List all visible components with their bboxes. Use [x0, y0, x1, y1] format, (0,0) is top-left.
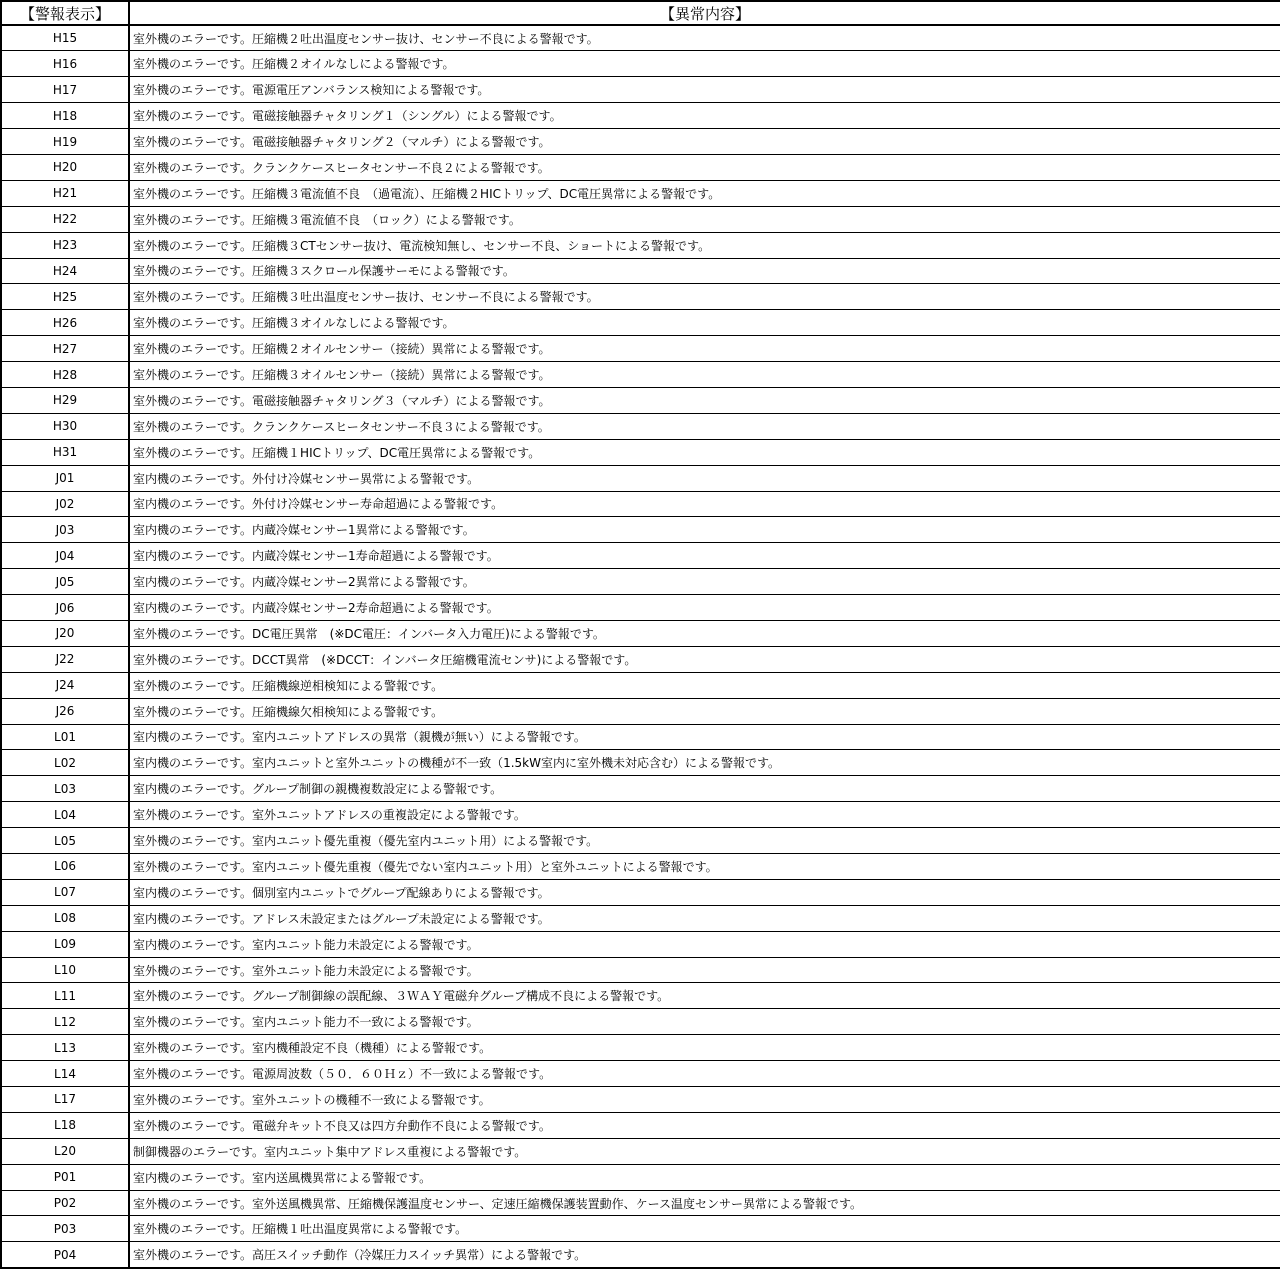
- description-cell: 室内機のエラーです。室内ユニットと室外ユニットの機種が不一致（1.5kW室内に室外機未対応含む）による警報です。: [129, 750, 1280, 776]
- table-row: [1, 1087, 1280, 1113]
- alarm-code-cell: J04: [1, 543, 129, 569]
- table-row: [1, 491, 1280, 517]
- table-row: [1, 77, 1280, 103]
- table-row: [1, 129, 1280, 155]
- table-row: [1, 387, 1280, 413]
- description-cell: 室外機のエラーです。電磁接触器チャタリング２（マルチ）による警報です。: [129, 129, 1280, 155]
- alarm-code-cell: L06: [1, 854, 129, 880]
- table-body: [1, 25, 1280, 1268]
- table-row: [1, 802, 1280, 828]
- description-cell: 室外機のエラーです。圧縮機３スクロール保護サーモによる警報です。: [129, 258, 1280, 284]
- table-row: [1, 232, 1280, 258]
- description-cell: 室外機のエラーです。室内ユニット優先重複（優先でない室内ユニット用）と室外ユニットによる警報です。: [129, 854, 1280, 880]
- table-row: [1, 905, 1280, 931]
- table-row: [1, 646, 1280, 672]
- description-cell: 室内機のエラーです。グループ制御の親機複数設定による警報です。: [129, 776, 1280, 802]
- description-cell: 室外機のエラーです。電磁弁キット不良又は四方弁動作不良による警報です。: [129, 1112, 1280, 1138]
- table-row: [1, 595, 1280, 621]
- description-cell: 室外機のエラーです。室外ユニットアドレスの重複設定による警報です。: [129, 802, 1280, 828]
- alarm-code-cell: J02: [1, 491, 129, 517]
- alarm-code-cell: H31: [1, 439, 129, 465]
- alarm-code-cell: P01: [1, 1164, 129, 1190]
- alarm-code-cell: H30: [1, 413, 129, 439]
- alarm-code-cell: H19: [1, 129, 129, 155]
- alarm-code-cell: H24: [1, 258, 129, 284]
- alarm-code-cell: H15: [1, 25, 129, 51]
- alarm-code-cell: H16: [1, 51, 129, 77]
- description-cell: 室外機のエラーです。圧縮機線欠相検知による警報です。: [129, 698, 1280, 724]
- description-cell: 室外機のエラーです。電磁接触器チャタリング１（シングル）による警報です。: [129, 103, 1280, 129]
- table-row: [1, 1190, 1280, 1216]
- alarm-code-cell: L05: [1, 828, 129, 854]
- description-cell: 室内機のエラーです。内蔵冷媒センサー1異常による警報です。: [129, 517, 1280, 543]
- description-cell: 室外機のエラーです。クランクケースヒータセンサー不良２による警報です。: [129, 154, 1280, 180]
- description-cell: 室内機のエラーです。室内送風機異常による警報です。: [129, 1164, 1280, 1190]
- table-row: [1, 543, 1280, 569]
- table-row: [1, 465, 1280, 491]
- alarm-code-cell: H21: [1, 180, 129, 206]
- alarm-code-cell: L08: [1, 905, 129, 931]
- alarm-code-cell: H17: [1, 77, 129, 103]
- table-row: [1, 1035, 1280, 1061]
- alarm-code-cell: L02: [1, 750, 129, 776]
- description-cell: 室内機のエラーです。個別室内ユニットでグループ配線ありによる警報です。: [129, 879, 1280, 905]
- alarm-code-cell: L09: [1, 931, 129, 957]
- alarm-code-cell: H22: [1, 206, 129, 232]
- table-row: [1, 569, 1280, 595]
- alarm-code-cell: J01: [1, 465, 129, 491]
- description-cell: 室外機のエラーです。室内機種設定不良（機種）による警報です。: [129, 1035, 1280, 1061]
- table-row: [1, 879, 1280, 905]
- table-row: [1, 258, 1280, 284]
- alarm-code-cell: J24: [1, 672, 129, 698]
- alarm-code-cell: H27: [1, 336, 129, 362]
- description-cell: 室外機のエラーです。圧縮機２オイルなしによる警報です。: [129, 51, 1280, 77]
- table-row: [1, 1164, 1280, 1190]
- description-cell: 室内機のエラーです。外付け冷媒センサー異常による警報です。: [129, 465, 1280, 491]
- description-header: 【異常内容】: [129, 1, 1280, 25]
- description-cell: 室外機のエラーです。室外ユニットの機種不一致による警報です。: [129, 1087, 1280, 1113]
- alarm-code-cell: L01: [1, 724, 129, 750]
- table-row: [1, 413, 1280, 439]
- table-row: [1, 1138, 1280, 1164]
- alarm-code-cell: J26: [1, 698, 129, 724]
- table-row: [1, 154, 1280, 180]
- alarm-code-cell: H26: [1, 310, 129, 336]
- description-cell: 室外機のエラーです。室内ユニット優先重複（優先室内ユニット用）による警報です。: [129, 828, 1280, 854]
- alarm-code-cell: L03: [1, 776, 129, 802]
- description-cell: 室外機のエラーです。電源電圧アンバランス検知による警報です。: [129, 77, 1280, 103]
- description-cell: 室外機のエラーです。電源周波数（５０．６０Ｈｚ）不一致による警報です。: [129, 1061, 1280, 1087]
- table-row: [1, 103, 1280, 129]
- table-row: [1, 750, 1280, 776]
- alarm-code-cell: H28: [1, 362, 129, 388]
- description-cell: 室外機のエラーです。高圧スイッチ動作（冷媒圧力スイッチ異常）による警報です。: [129, 1242, 1280, 1268]
- description-cell: 室外機のエラーです。圧縮機線逆相検知による警報です。: [129, 672, 1280, 698]
- header-row: [1, 1, 1280, 25]
- description-cell: 室外機のエラーです。グループ制御線の誤配線、３ＷＡＹ電磁弁グループ構成不良による警報です。: [129, 983, 1280, 1009]
- description-cell: 室外機のエラーです。圧縮機２オイルセンサー（接続）異常による警報です。: [129, 336, 1280, 362]
- table-row: [1, 854, 1280, 880]
- table-row: [1, 362, 1280, 388]
- alarm-code-cell: L17: [1, 1087, 129, 1113]
- description-cell: 室外機のエラーです。室内ユニット能力不一致による警報です。: [129, 1009, 1280, 1035]
- description-cell: 室外機のエラーです。DC電圧異常 (※DC電圧：インバータ入力電圧)による警報です。: [129, 620, 1280, 646]
- description-cell: 室外機のエラーです。室外ユニット能力未設定による警報です。: [129, 957, 1280, 983]
- alarm-code-cell: H18: [1, 103, 129, 129]
- description-cell: 室外機のエラーです。電磁接触器チャタリング３（マルチ）による警報です。: [129, 387, 1280, 413]
- table-row: [1, 310, 1280, 336]
- description-cell: 室内機のエラーです。外付け冷媒センサー寿命超過による警報です。: [129, 491, 1280, 517]
- description-cell: 室外機のエラーです。圧縮機３CTセンサー抜け、電流検知無し、センサー不良、ショートによる警報です。: [129, 232, 1280, 258]
- table-row: [1, 517, 1280, 543]
- table-row: [1, 828, 1280, 854]
- table-row: [1, 336, 1280, 362]
- alarm-code-cell: J06: [1, 595, 129, 621]
- description-cell: 室外機のエラーです。DCCT異常 (※DCCT：インバータ圧縮機電流センサ)による警報です。: [129, 646, 1280, 672]
- alarm-code-cell: L11: [1, 983, 129, 1009]
- description-cell: 室外機のエラーです。圧縮機３吐出温度センサー抜け、センサー不良による警報です。: [129, 284, 1280, 310]
- alarm-code-cell: H20: [1, 154, 129, 180]
- table-row: [1, 180, 1280, 206]
- description-cell: 室外機のエラーです。圧縮機３オイルなしによる警報です。: [129, 310, 1280, 336]
- alarm-code-cell: J22: [1, 646, 129, 672]
- alarm-code-cell: L07: [1, 879, 129, 905]
- alarm-code-cell: L14: [1, 1061, 129, 1087]
- alarm-code-cell: L12: [1, 1009, 129, 1035]
- alarm-code-cell: L04: [1, 802, 129, 828]
- alarm-code-cell: L20: [1, 1138, 129, 1164]
- table-row: [1, 1061, 1280, 1087]
- description-cell: 室内機のエラーです。室内ユニットアドレスの異常（親機が無い）による警報です。: [129, 724, 1280, 750]
- table-row: [1, 206, 1280, 232]
- alarm-code-cell: L10: [1, 957, 129, 983]
- description-cell: 制御機器のエラーです。室内ユニット集中アドレス重複による警報です。: [129, 1138, 1280, 1164]
- alarm-code-cell: H23: [1, 232, 129, 258]
- description-cell: 室外機のエラーです。圧縮機１吐出温度異常による警報です。: [129, 1216, 1280, 1242]
- description-cell: 室内機のエラーです。内蔵冷媒センサー2異常による警報です。: [129, 569, 1280, 595]
- description-cell: 室外機のエラーです。圧縮機３オイルセンサー（接続）異常による警報です。: [129, 362, 1280, 388]
- alarm-code-cell: P03: [1, 1216, 129, 1242]
- description-cell: 室内機のエラーです。内蔵冷媒センサー1寿命超過による警報です。: [129, 543, 1280, 569]
- table-row: [1, 983, 1280, 1009]
- description-cell: 室内機のエラーです。内蔵冷媒センサー2寿命超過による警報です。: [129, 595, 1280, 621]
- table-row: [1, 724, 1280, 750]
- table-row: [1, 51, 1280, 77]
- table-row: [1, 957, 1280, 983]
- table-row: [1, 1216, 1280, 1242]
- alarm-code-cell: P02: [1, 1190, 129, 1216]
- alarm-code-cell: H29: [1, 387, 129, 413]
- alarm-code-cell: H25: [1, 284, 129, 310]
- description-cell: 室外機のエラーです。圧縮機２吐出温度センサー抜け、センサー不良による警報です。: [129, 25, 1280, 51]
- table-row: [1, 1009, 1280, 1035]
- description-cell: 室外機のエラーです。圧縮機３電流値不良 （過電流）、圧縮機２HICトリップ、DC電圧異常による警報です。: [129, 180, 1280, 206]
- description-cell: 室内機のエラーです。アドレス未設定またはグループ未設定による警報です。: [129, 905, 1280, 931]
- alarm-code-cell: J20: [1, 620, 129, 646]
- table-row: [1, 1242, 1280, 1268]
- table-row: [1, 284, 1280, 310]
- table-row: [1, 25, 1280, 51]
- alarm-code-cell: J03: [1, 517, 129, 543]
- table-row: [1, 931, 1280, 957]
- table-row: [1, 439, 1280, 465]
- description-cell: 室外機のエラーです。室外送風機異常、圧縮機保護温度センサー、定速圧縮機保護装置動作、ケース温度センサー異常による警報です。: [129, 1190, 1280, 1216]
- alarm-code-cell: J05: [1, 569, 129, 595]
- table-row: [1, 776, 1280, 802]
- table-row: [1, 672, 1280, 698]
- description-cell: 室外機のエラーです。圧縮機１HICトリップ、DC電圧異常による警報です。: [129, 439, 1280, 465]
- alarm-code-cell: L13: [1, 1035, 129, 1061]
- alarm-code-cell: L18: [1, 1112, 129, 1138]
- description-cell: 室外機のエラーです。クランクケースヒータセンサー不良３による警報です。: [129, 413, 1280, 439]
- alarm-code-header: 【警報表示】: [1, 1, 129, 25]
- alarm-code-cell: P04: [1, 1242, 129, 1268]
- description-cell: 室外機のエラーです。圧縮機３電流値不良 （ロック）による警報です。: [129, 206, 1280, 232]
- table-row: [1, 698, 1280, 724]
- description-cell: 室内機のエラーです。室内ユニット能力未設定による警報です。: [129, 931, 1280, 957]
- table-row: [1, 1112, 1280, 1138]
- table-row: [1, 620, 1280, 646]
